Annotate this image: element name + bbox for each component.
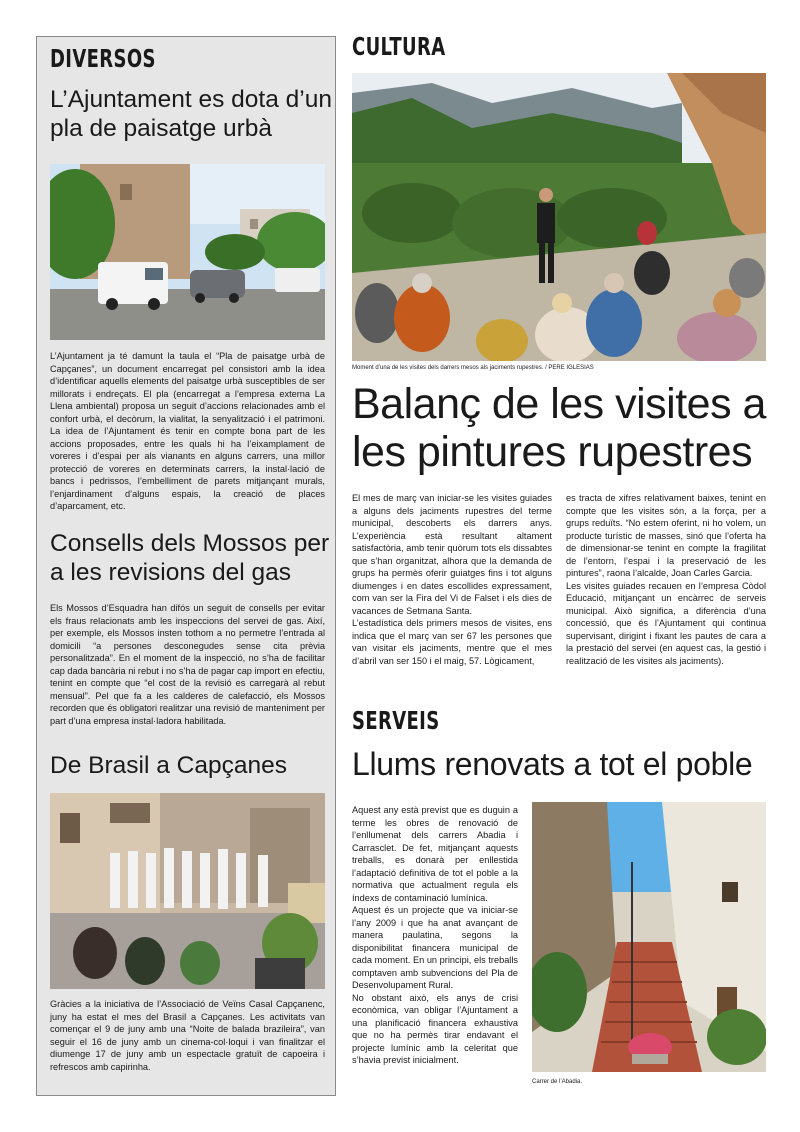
headline-paisatge: L’Ajuntament es dota d’un pla de paisatge urbà — [50, 86, 332, 142]
section-label-diversos: DIVERSOS — [50, 44, 156, 73]
section-label-cultura: CULTURA — [352, 32, 446, 61]
serveis-p2: Aquest és un projecte que va iniciar-se l’any 2009 i que ha anat avançant de manera paulatina, segons la disponibilitat financera municipal de cada moment. En un principi, els treballs comptaven amb subvencions del Pla de Desenvolupament Rural. — [352, 905, 518, 991]
caption-cultura: Moment d’una de les visites dels darrers mesos als jaciments rupestres. / PERE IGLESIAS — [352, 365, 594, 371]
headline-cultura: Balanç de les visites a les pintures rupestres — [352, 380, 766, 477]
cultura-col2-p1: es tracta de xifres relativament baixes, tenint en compte que les visites són, a la força, per a grups reduïts. “No estem oferint, ni ho volem, un producte turístic de masses, sinó que l’oferta ha de dimensionar-se tenint en compte la fragilitat de l’entorn, l’espai i la preservació de les pintures”, raona l’alcalde, Joan Carles Garcia. — [566, 493, 766, 579]
cultura-col1-p1: El mes de març van iniciar-se les visites guiades a alguns dels jaciments rupestres del terme municipal, descoberts els darrers anys. L’experiència està resultant altament satisfactòria, amb tenir quòrum tots els dissabtes que s’han organitzat, alhora que la demanda de grups ha permès oferir guiatges fins i tot alguns diumenges i en dates escollides expressament, com van ser la Fira del Vi de Falset i els dies de vacances de Setmana Santa. — [352, 493, 552, 616]
serveis-p1: Aquest any està previst que es duguin a terme les obres de renovació de l’enllumenat dels carrers Abadia i Carrasclet. De fet, mitjançant aquests treballs, es donarà per enllestida l’adaptació definitiva de tot el poble a la normativa que actualment regula els índexs de contaminació lumínica. — [352, 805, 518, 903]
headline-serveis: Llums renovats a tot el poble — [352, 746, 753, 782]
serveis-p3: No obstant això, els anys de crisi econòmica, van obligar l’Ajuntament a una planificació financera exhaustiva que no ha permès tirar endavant el projecte lumínic amb la celeritat que s’havia previst inicialment. — [352, 992, 518, 1066]
photo-street-parking — [50, 164, 325, 340]
cultura-col2-p2: Les visites guiades recauen en l’empresa Còdol Educació, mitjançant un encàrrec de serveis municipal. Això significa, a diferència d’una concessió, que és l’Ajuntament qui continua supervisant, dirigint i fixant les pautes de cara a la prestació del servei (en aquest cas, la gestió i realització de les visites als jaciments). — [566, 580, 766, 666]
photo-carrer-abadia — [532, 802, 766, 1072]
headline-mossos: Consells dels Mossos per a les revisions del gas — [50, 530, 330, 586]
section-label-serveis: SERVEIS — [352, 706, 440, 735]
cultura-col1-p2: L’estadística dels primers mesos de visites, ens indica que el març van ser 67 les persones que van visitar els jaciments, mentre que el mes d’abril van ser 150 i el maig, 57. Lògicament, — [352, 618, 552, 666]
photo-rock-art-visit — [352, 73, 766, 361]
photo-capoeira — [50, 793, 325, 989]
body-mossos: Els Mossos d’Esquadra han difós un seguit de consells per evitar els fraus relacionats amb les inspeccions del servei de gas. Així, per exemple, els Mossos insten tothom a no permetre l’entrada al domicili “a persones desconegudes sense cita prèvia personalitzada”. En el moment de la inspecció, no s’ha de facilitar cap dada bancària ni rebut i no s’ha de pagar cap import en efectiu, tenint en compte que “el cost de la revisió es carregarà al rebut mensual”. Pel que fa a les calderes de calefacció, els Mossos recorden que és obligatori realitzar una revisió de manteniment per part d’una empresa instal·ladora habilitada. — [50, 603, 325, 726]
headline-brasil: De Brasil a Capçanes — [50, 752, 287, 779]
cultura-column-2 — [566, 492, 766, 667]
caption-serveis: Carrer de l’Abadia. — [532, 1079, 583, 1085]
serveis-column — [352, 804, 518, 1067]
body-paisatge: L’Ajuntament ja té damunt la taula el “Pla de paisatge urbà de Capçanes”, un document encarregat pel consistori amb la idea d’identificar aquells elements del paisatge urbà susceptibles de ser millorats i endreçats. El pla (encarregat a l’empresa externa La Llena ambiental) proposa un seguit d’accions relacionades amb el confort urbà, el decòrum, la vialitat, la senyalització i el patrimoni. La idea de l’Ajuntament és tenir en compte bona part de les accions proposades, entre les quals hi ha l’eixamplament de voreres i d’espai per als vianants en alguns carrers, una millor protecció de voreres en determinats carrers, la instal·lació de bancs i pedrissos, l’embelliment de parets mitjançant murals, l’enjardinament d’alguns espais, la creació de places d’aparcament, etc. — [50, 351, 325, 512]
body-brasil: Gràcies a la iniciativa de l’Associació de Veïns Casal Capçanenc, juny ha estat el mes del Brasil a Capçanes. Les activitats van començar el 9 de juny amb una “Noite de balada brazileira”, van seguir el 16 de juny amb un cinema-col·loqui i van finalitzar el diumenge 17 de juny amb un espectacle gratuït de capoeira i refrescos amb capirinha. — [50, 999, 325, 1072]
cultura-column-1 — [352, 492, 552, 667]
